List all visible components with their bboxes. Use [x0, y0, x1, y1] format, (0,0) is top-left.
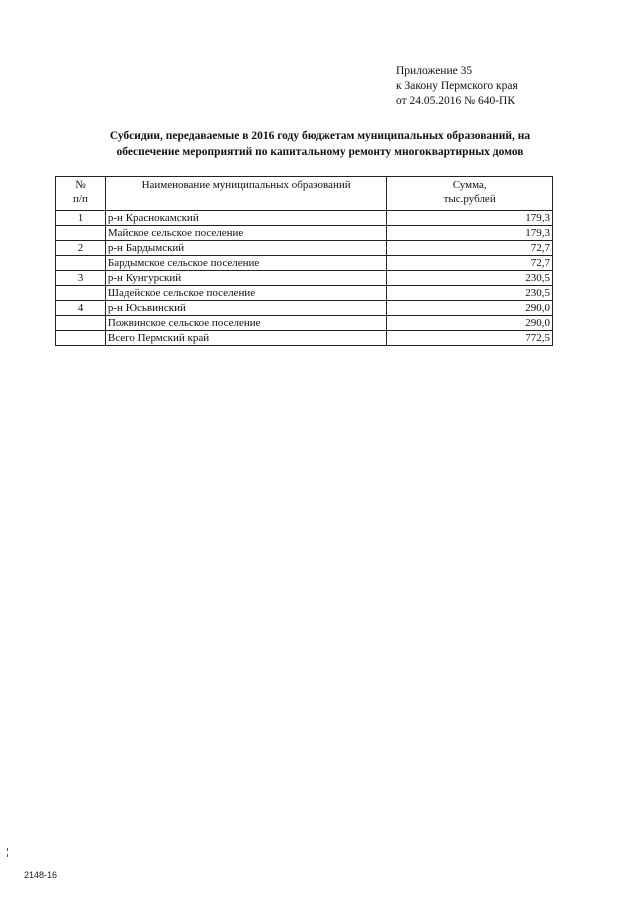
- table-row: [56, 286, 553, 301]
- document-title: [60, 128, 580, 160]
- row-sum: 179,3: [387, 211, 553, 226]
- table-row: [56, 301, 553, 316]
- column-header-number-line-1: №: [75, 179, 86, 191]
- row-number: 4: [56, 301, 106, 316]
- row-name: р-н Кунгурский: [105, 271, 386, 286]
- row-sum: 230,5: [387, 286, 553, 301]
- row-sum: 72,7: [387, 241, 553, 256]
- row-sum: 179,3: [387, 226, 553, 241]
- column-header-sum-line-1: Сумма,: [452, 179, 487, 191]
- table-row: [56, 256, 553, 271]
- row-sum: 290,0: [387, 301, 553, 316]
- table-header-row: [56, 177, 553, 211]
- subsidies-table: [55, 176, 553, 346]
- table-row: [56, 241, 553, 256]
- column-header-number-line-2: п/п: [73, 193, 88, 205]
- row-number: [56, 331, 106, 346]
- row-name: Майское сельское поселение: [105, 226, 386, 241]
- row-number: [56, 286, 106, 301]
- row-name: Шадейское сельское поселение: [105, 286, 386, 301]
- table-row: [56, 211, 553, 226]
- appendix-number: Приложение 35: [396, 65, 473, 77]
- appendix-law-date: от 24.05.2016 № 640-ПК: [396, 95, 516, 107]
- table-row: [56, 271, 553, 286]
- document-title-line-1: Субсидии, передаваемые в 2016 году бюджетам муниципальных образований, на: [109, 130, 531, 142]
- column-header-sum-line-2: тыс.рублей: [443, 193, 496, 205]
- column-header-name: Наименование муниципальных образований: [105, 177, 386, 211]
- table-total-row: [56, 331, 553, 346]
- row-name: р-н Бардымский: [105, 241, 386, 256]
- column-header-sum: [387, 177, 553, 211]
- row-number: 2: [56, 241, 106, 256]
- row-sum: 230,5: [387, 271, 553, 286]
- row-number: [56, 316, 106, 331]
- row-name: Бардымское сельское поселение: [105, 256, 386, 271]
- row-number: [56, 256, 106, 271]
- row-number: 3: [56, 271, 106, 286]
- table-row: [56, 226, 553, 241]
- document-code: 2148-16: [24, 870, 58, 880]
- row-number: 1: [56, 211, 106, 226]
- row-number: [56, 226, 106, 241]
- table-row: [56, 316, 553, 331]
- row-sum: 72,7: [387, 256, 553, 271]
- row-sum: 290,0: [387, 316, 553, 331]
- row-name: Пожвинское сельское поселение: [105, 316, 386, 331]
- row-name: Всего Пермский край: [105, 331, 386, 346]
- row-name: р-н Юсьвинский: [105, 301, 386, 316]
- scan-margin-marks: [7, 848, 9, 862]
- row-name: р-н Краснокамский: [105, 211, 386, 226]
- appendix-header: [396, 64, 518, 109]
- row-sum: 772,5: [387, 331, 553, 346]
- appendix-law-reference: к Закону Пермского края: [396, 80, 518, 92]
- column-header-number: [56, 177, 106, 211]
- document-title-line-2: обеспечение мероприятий по капитальному ремонту многоквартирных домов: [116, 146, 524, 158]
